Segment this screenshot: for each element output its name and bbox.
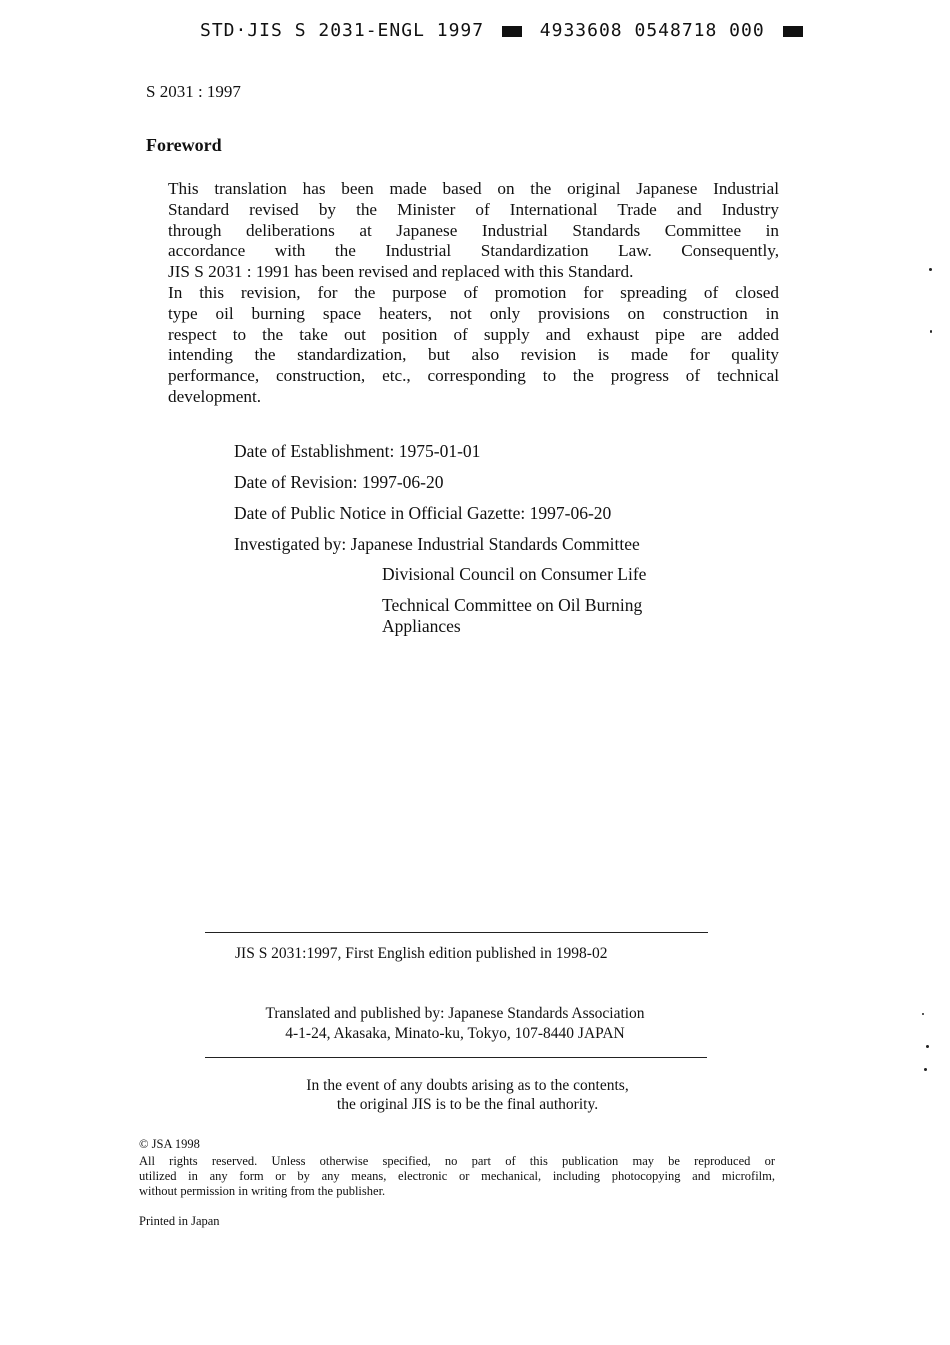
investigated-by: Investigated by: Japanese Industrial Standards Committee bbox=[234, 534, 640, 554]
foreword-line: respect to the take out position of supply and exhaust pipe are added bbox=[168, 324, 779, 344]
authority-line1: In the event of any doubts arising as to the contents, bbox=[306, 1077, 629, 1094]
foreword-line: development. bbox=[168, 386, 262, 406]
foreword-line: In this revision, for the purpose of promotion for spreading of closed bbox=[168, 282, 779, 302]
scan-speck bbox=[924, 1068, 927, 1071]
header-code-part1: STD·JIS S 2031-ENGL 1997 bbox=[200, 20, 485, 41]
scan-speck bbox=[926, 1045, 929, 1048]
foreword-line: through deliberations at Japanese Industrial Standards Committee in bbox=[168, 220, 779, 240]
authority-note bbox=[200, 1076, 735, 1114]
rights-line: All rights reserved. Unless otherwise specified, no part of this publication may be reproduced or bbox=[139, 1154, 775, 1168]
scan-speck bbox=[922, 1013, 924, 1015]
scan-speck bbox=[930, 330, 932, 333]
foreword-line: This translation has been made based on the original Japanese Industrial bbox=[168, 179, 779, 198]
divider-rule bbox=[205, 1057, 707, 1058]
rights-line: without permission in writing from the publisher. bbox=[139, 1184, 386, 1198]
rights-notice bbox=[139, 1154, 775, 1199]
foreword-line: performance, construction, etc., corresponding to the progress of technical bbox=[168, 366, 779, 386]
black-block-mark bbox=[783, 26, 803, 37]
technical-committee-line1: Technical Committee on Oil Burning bbox=[382, 595, 643, 615]
publisher-block bbox=[200, 1004, 710, 1044]
header-code bbox=[200, 20, 809, 41]
rights-line: utilized in any form or by any means, electronic or mechanical, including photocopying and microfilm, bbox=[139, 1169, 775, 1183]
divider-rule bbox=[205, 932, 708, 933]
header-code-part2: 4933608 0548718 000 bbox=[539, 20, 765, 41]
technical-committee-line2: Appliances bbox=[382, 616, 461, 636]
date-of-public-notice: Date of Public Notice in Official Gazette: 1997-06-20 bbox=[234, 503, 612, 523]
black-block-mark bbox=[502, 26, 522, 37]
publisher-address: 4-1-24, Akasaka, Minato-ku, Tokyo, 107-8440 JAPAN bbox=[285, 1025, 625, 1042]
foreword-line: JIS S 2031 : 1991 has been revised and replaced with this Standard. bbox=[168, 262, 634, 282]
foreword-line: Standard revised by the Minister of International Trade and Industry bbox=[168, 199, 779, 219]
authority-line2: the original JIS is to be the final authority. bbox=[336, 1096, 599, 1113]
foreword-heading: Foreword bbox=[146, 135, 222, 155]
standard-number: S 2031 : 1997 bbox=[146, 82, 241, 101]
foreword-line: intending the standardization, but also revision is made for quality bbox=[168, 345, 779, 365]
edition-note: JIS S 2031:1997, First English edition published in 1998-02 bbox=[235, 945, 608, 962]
copyright-notice: © JSA 1998 bbox=[139, 1137, 200, 1151]
scan-speck bbox=[929, 268, 932, 271]
date-of-establishment: Date of Establishment: 1975-01-01 bbox=[234, 441, 481, 461]
divisional-council: Divisional Council on Consumer Life bbox=[382, 564, 647, 584]
printed-in: Printed in Japan bbox=[139, 1214, 220, 1228]
foreword-line: accordance with the Industrial Standardization Law. Consequently, bbox=[168, 241, 779, 261]
foreword-body bbox=[168, 179, 779, 408]
foreword-line: type oil burning space heaters, not only provisions on construction in bbox=[168, 303, 779, 323]
publisher-line1: Translated and published by: Japanese Standards Association bbox=[265, 1005, 645, 1022]
date-of-revision: Date of Revision: 1997-06-20 bbox=[234, 472, 444, 492]
